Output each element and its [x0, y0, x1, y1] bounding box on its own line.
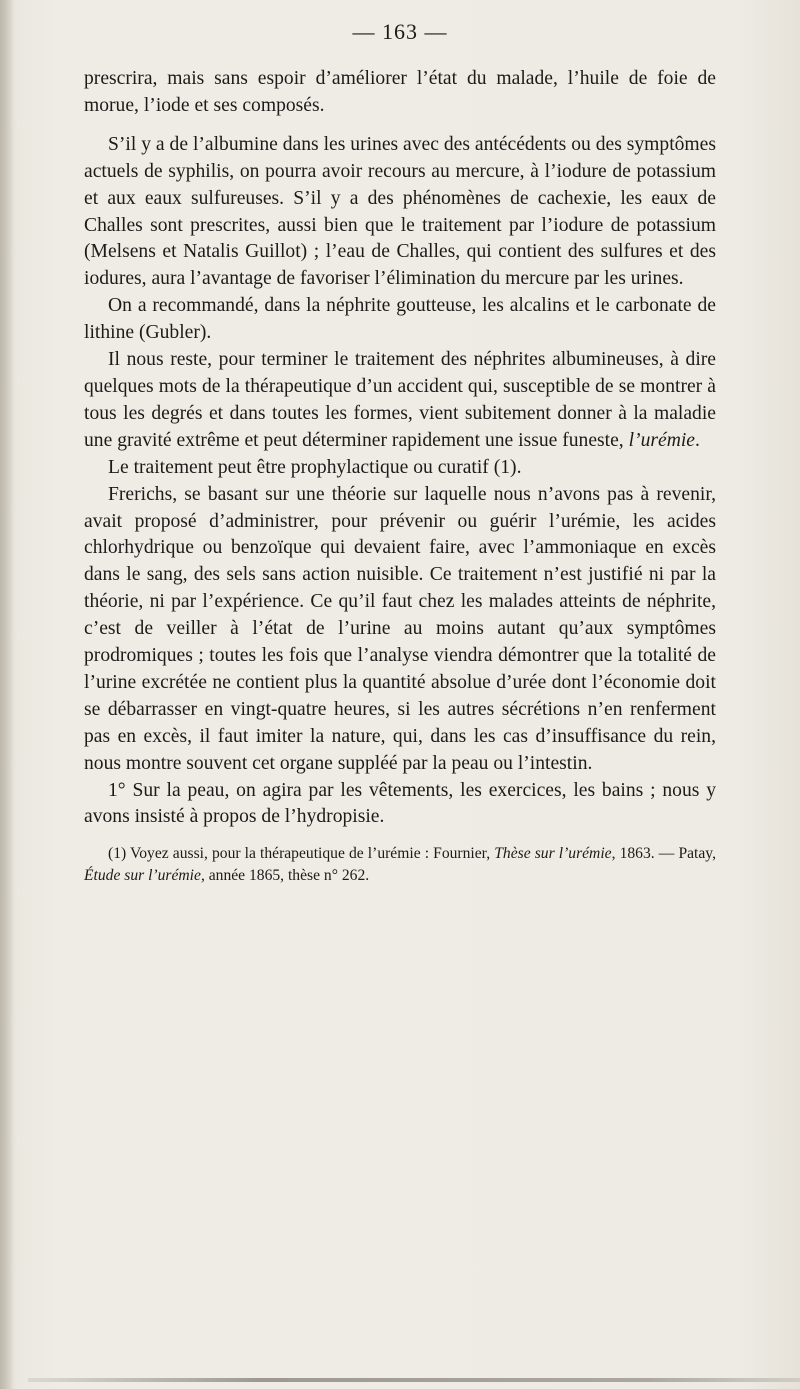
- footnote: [84, 843, 716, 887]
- paragraph-5: Le traitement peut être prophylactique ou curatif (1).: [108, 456, 522, 478]
- paragraph-3: On a recommandé, dans la néphrite goutteuse, les alcalins et le carbonate de lithine (Gubler).: [84, 295, 716, 344]
- uremie-term: l’urémie: [628, 429, 695, 451]
- paragraph-6: Frerichs, se basant sur une théorie sur laquelle nous n’avons pas à revenir, avait proposé d’administrer, pour prévenir ou guérir l’urémie, les acides chlorhydrique ou benzoïque qui devaient faire, avec l’ammoniaque en excès dans le sang, des sels sans action nuisible. Ce traitement n’est justifié ni par la théorie, ni par l’expérience. Ce qu’il faut chez les malades atteints de néphrite, c’est de veiller à l’état de l’urine au moins autant qu’aux symptômes prodromiques ; toutes les fois que l’analyse viendra démontrer que la totalité de l’urine excrétée ne contient plus la quantité absolue d’urée dont l’économie doit se débarrasser en vingt-quatre heures, si les autres sécrétions n’en renferment pas en excès, il faut imiter la nature, qui, dans les cas d’insuffisance du rein, nous montre souvent cet organe suppléé par la peau ou l’intestin.: [84, 483, 716, 774]
- paragraph-7: 1° Sur la peau, on agira par les vêtements, les exercices, les bains ; nous y avons insisté à propos de l’hydropisie.: [84, 779, 716, 828]
- paragraph-2: S’il y a de l’albumine dans les urines avec des antécédents ou des symptômes actuels de syphilis, on pourra avoir recours au mercure, à l’iodure de potassium et aux eaux sulfureuses. S’il y a des phénomènes de cachexie, les eaux de Challes sont prescrites, aussi bien que le traitement par l’iodure de potassium (Melsens et Natalis Guillot) ; l’eau de Challes, qui contient des sulfures et des iodures, aura l’avantage de favoriser l’élimination du mercure par les urines.: [84, 133, 716, 290]
- footnote-mid: , 1863. — Patay,: [611, 845, 716, 863]
- footnote-title-2: Étude sur l’urémie: [84, 867, 201, 885]
- paragraph-4-end: .: [695, 429, 700, 451]
- footnote-title-1: Thèse sur l’urémie: [494, 845, 612, 863]
- footnote-lead: (1) Voyez aussi, pour la thérapeutique de l’urémie : Fournier,: [108, 845, 495, 863]
- footnote-tail: , année 1865, thèse n° 262.: [200, 867, 370, 885]
- bottom-edge-line: [28, 1378, 800, 1382]
- paragraph-1: prescrira, mais sans espoir d’améliorer l’état du malade, l’huile de foie de morue, l’iode et ses composés.: [84, 68, 716, 116]
- paragraph-4-text: Il nous reste, pour terminer le traitement des néphrites albumineuses, à dire quelques mots de la thérapeutique d’un accident qui, susceptible de se montrer à tous les degrés et dans toutes les formes, vient subitement donner à la maladie une gravité extrême et peut déterminer rapidement une issue funeste,: [84, 349, 716, 451]
- page-number: — 163 —: [352, 19, 448, 44]
- binding-shadow: [0, 0, 14, 1389]
- text-block: [84, 18, 716, 887]
- paragraph-4: [84, 347, 716, 455]
